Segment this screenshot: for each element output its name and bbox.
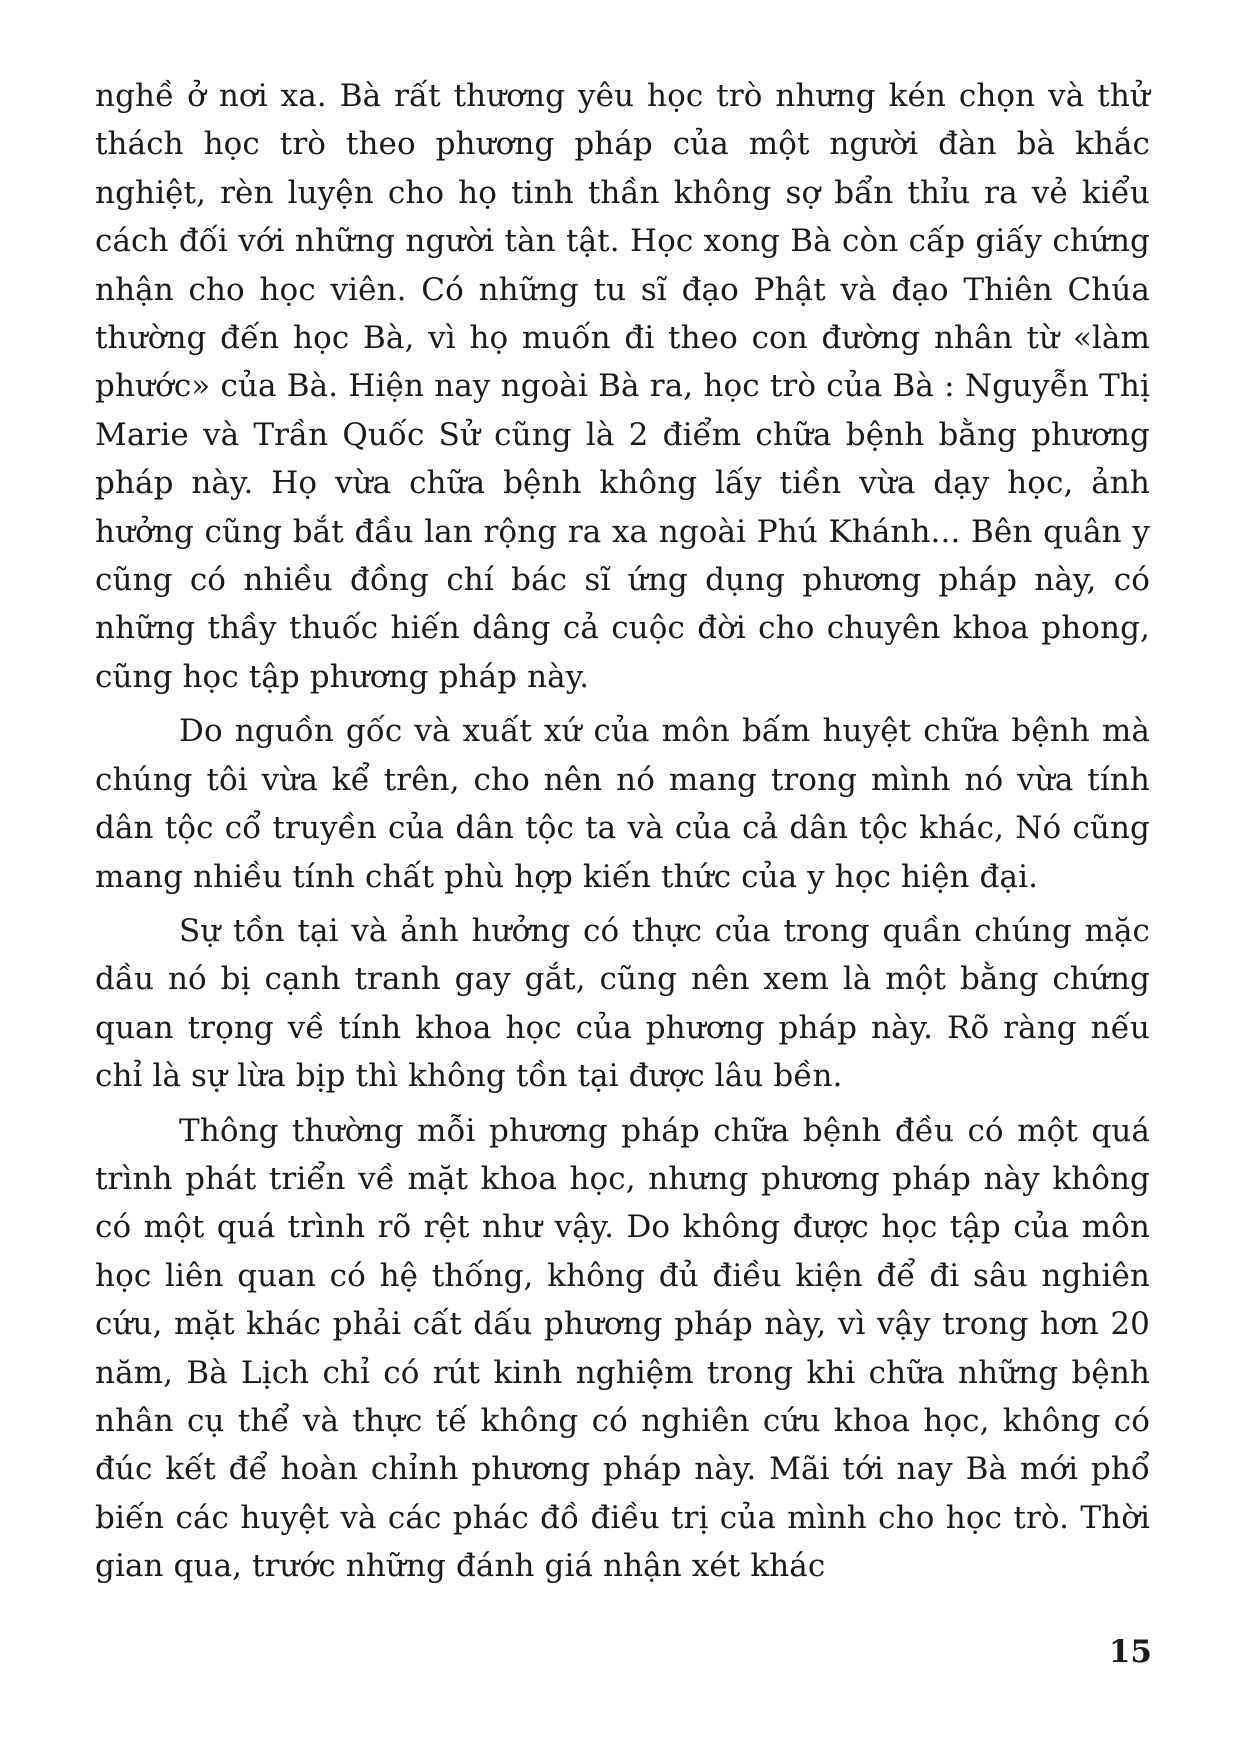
- paragraph-3: Sự tồn tại và ảnh hưởng có thực của trong quần chúng mặc dầu nó bị cạnh tranh gay gắt, cũng nên xem là một bằng chứng quan trọng về tính khoa học của phương pháp này. Rõ ràng nếu chỉ là sự lừa bịp thì không tồn tại được lâu bền.: [95, 912, 1150, 1095]
- paragraph-2: Do nguồn gốc và xuất xứ của môn bấm huyệt chữa bệnh mà chúng tôi vừa kể trên, cho nên nó mang trong mình nó vừa tính dân tộc cổ truyền của dân tộc ta và của cả dân tộc khác, Nó cũng mang nhiều tính chất phù hợp kiến thức của y học hiện đại.: [95, 713, 1150, 895]
- body-text: [95, 72, 1150, 1591]
- page-number: 15: [1108, 1634, 1152, 1670]
- paragraph-4: Thông thường mỗi phương pháp chữa bệnh đều có một quá trình phát triển về mặt khoa học, nhưng phương pháp này không có một quá trình rõ rệt như vậy. Do không được học tập của môn học liên quan có hệ thống, không đủ điều kiện để đi sâu nghiên cứu, mặt khác phải cất dấu phương pháp này, vì vậy trong hơn 20 năm, Bà Lịch chỉ có rút kinh nghiệm trong khi chữa những bệnh nhân cụ thể và thực tế không có nghiên cứu khoa học, không có đúc kết để hoàn chỉnh phương pháp này. Mãi tới nay Bà mới phổ biến các huyệt và các phác đồ điều trị của mình cho học trò. Thời gian qua, trước những đánh giá nhận xét khác: [95, 1112, 1150, 1585]
- paragraph-1: nghề ở nơi xa. Bà rất thương yêu học trò nhưng kén chọn và thử thách học trò theo phương pháp của một người đàn bà khắc nghiệt, rèn luyện cho họ tinh thần không sợ bẩn thỉu ra vẻ kiểu cách đối với những người tàn tật. Học xong Bà còn cấp giấy chứng nhận cho học viên. Có những tu sĩ đạo Phật và đạo Thiên Chúa thường đến học Bà, vì họ muốn đi theo con đường nhân từ «làm phước» của Bà. Hiện nay ngoài Bà ra, học trò của Bà : Nguyễn Thị Marie và Trần Quốc Sử cũng là 2 điểm chữa bệnh bằng phương pháp này. Họ vừa chữa bệnh không lấy tiền vừa dạy học, ảnh hưởng cũng bắt đầu lan rộng ra xa ngoài Phú Khánh... Bên quân y cũng có nhiều đồng chí bác sĩ ứng dụng phương pháp này, có những thầy thuốc hiến dâng cả cuộc đời cho chuyên khoa phong, cũng học tập phương pháp này.: [95, 78, 1150, 695]
